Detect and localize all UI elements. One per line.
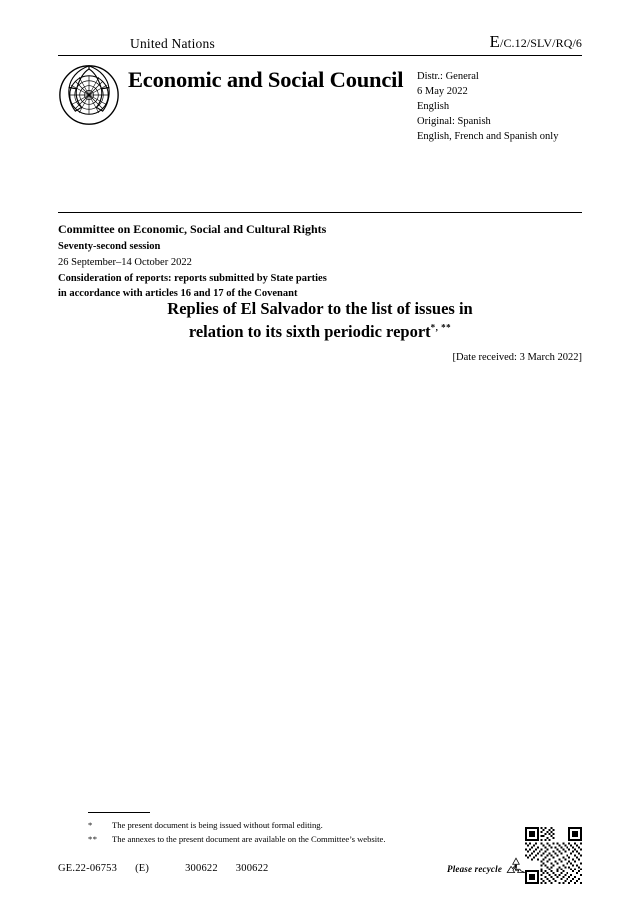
recycle-icon xyxy=(505,856,527,878)
distribution-block xyxy=(417,62,582,145)
distr-line: Distr.: General xyxy=(417,71,479,82)
un-emblem-icon xyxy=(58,64,120,126)
distr-date: 6 May 2022 xyxy=(417,85,468,97)
footnote-item xyxy=(88,832,568,846)
page-title-line-2-wrap xyxy=(58,321,582,344)
footer-job-code xyxy=(58,863,269,874)
committee-block xyxy=(58,220,582,302)
organization-line: United Nations xyxy=(130,36,215,51)
masthead xyxy=(58,32,582,145)
footnote-mark: * xyxy=(88,820,93,830)
date-received: [Date received: 3 March 2022] xyxy=(452,352,582,363)
agenda-line-1: Consideration of reports: reports submitted by State parties xyxy=(58,272,327,284)
committee-dates: 26 September–14 October 2022 xyxy=(58,256,192,268)
agenda-line-2: in accordance with articles 16 and 17 of the Covenant xyxy=(58,288,298,300)
recycle-label: Please recycle xyxy=(447,864,503,874)
distr-original: Original: Spanish xyxy=(417,115,491,127)
job-number-2: 300622 xyxy=(235,863,269,874)
document-symbol-rest: /C.12/SLV/RQ/6 xyxy=(500,36,582,50)
job-number-1: 300622 xyxy=(185,863,218,874)
title-footnote-marks: *, ** xyxy=(430,322,452,333)
footnote-text: The present document is being issued without formal editing. xyxy=(112,820,323,830)
organ-title-block xyxy=(120,62,417,93)
organ-title: Economic and Social Council xyxy=(128,67,404,92)
page-title-line-2: relation to its sixth periodic report xyxy=(188,321,431,341)
document-symbol xyxy=(490,32,582,52)
committee-name: Committee on Economic, Social and Cultural Rights xyxy=(58,222,327,236)
footnote-item xyxy=(88,818,568,832)
job-language: (E) xyxy=(135,863,150,874)
footnote-divider xyxy=(88,812,150,813)
footnotes xyxy=(88,818,568,846)
qr-code-icon xyxy=(525,827,582,884)
masthead-divider xyxy=(58,212,582,213)
distr-languages-only: English, French and Spanish only xyxy=(417,130,559,142)
page-title-line-1: Replies of El Salvador to the list of issues in xyxy=(167,299,473,318)
masthead-main xyxy=(58,62,582,145)
footnote-text: The annexes to the present document are available on the Committee’s website. xyxy=(112,834,386,845)
masthead-top-row xyxy=(58,32,582,56)
page-title xyxy=(58,298,582,344)
committee-session: Seventy-second session xyxy=(58,241,161,252)
distr-language: English xyxy=(417,100,450,112)
footnote-mark: ** xyxy=(88,834,98,845)
document-symbol-prefix: E xyxy=(489,32,501,51)
job-code: GE.22-06753 xyxy=(58,863,118,874)
